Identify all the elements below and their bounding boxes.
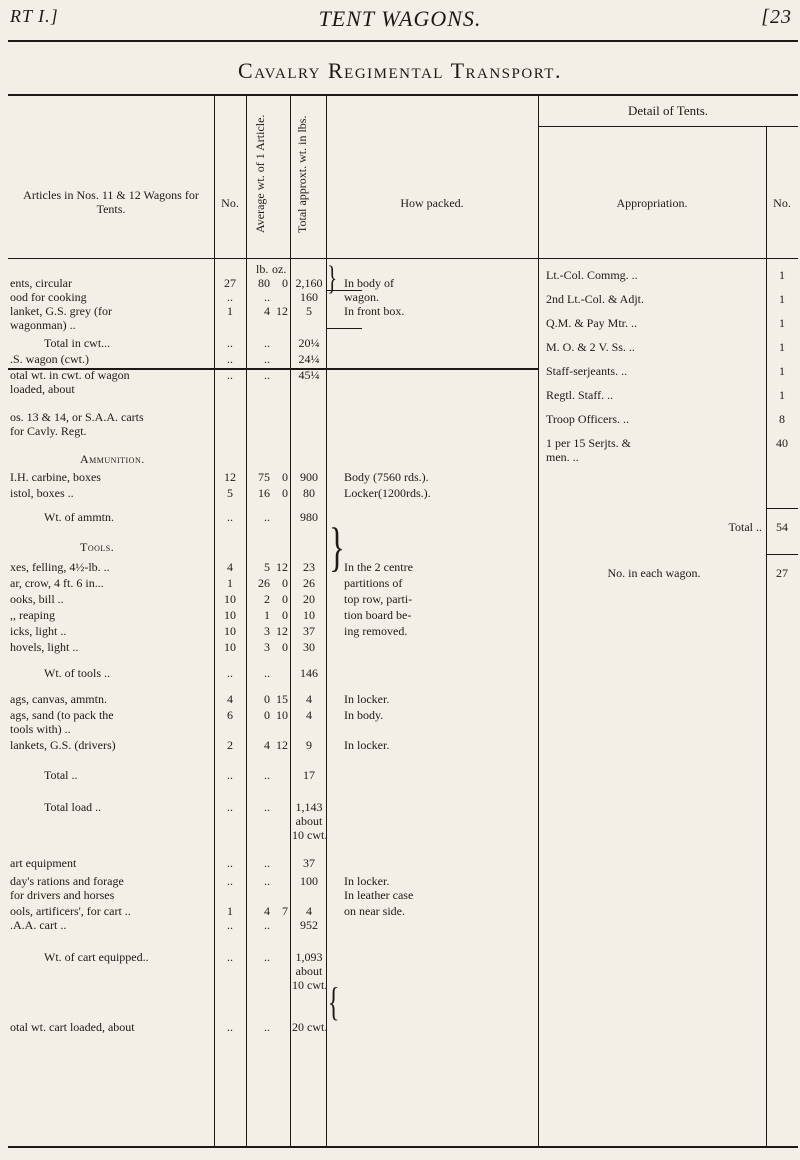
cell-total-lbs: 980 bbox=[300, 510, 318, 524]
tent-appropriation: men. .. bbox=[546, 450, 579, 464]
article-name: Tools. bbox=[80, 540, 115, 554]
header-tent-no: No. bbox=[773, 196, 791, 210]
article-name: ags, sand (to pack the bbox=[10, 708, 114, 722]
cell-how-packed: In front box. bbox=[344, 304, 405, 318]
cell-how-packed: In body of bbox=[344, 276, 394, 290]
cell-number: .. bbox=[227, 352, 233, 366]
cell-avg-lb: .. bbox=[264, 336, 270, 350]
cell-avg-oz: 0 bbox=[282, 576, 288, 590]
cell-total-lbs: 30 bbox=[303, 640, 315, 654]
col-rule bbox=[246, 96, 247, 1148]
cell-number: .. bbox=[227, 336, 233, 350]
article-name: ents, circular bbox=[10, 276, 72, 290]
cell-number: .. bbox=[227, 290, 233, 304]
cell-avg-lb: .. bbox=[264, 856, 270, 870]
cell-number: .. bbox=[227, 1020, 233, 1034]
unit-oz: oz. bbox=[272, 262, 287, 276]
subtotal-rule bbox=[766, 554, 798, 555]
cell-avg-lb: .. bbox=[264, 768, 270, 782]
cell-total-lbs: 160 bbox=[300, 290, 318, 304]
article-name: wagonman) .. bbox=[10, 318, 76, 332]
cell-avg-lb: .. bbox=[264, 368, 270, 382]
cell-avg-oz: 0 bbox=[282, 486, 288, 500]
tents-per-wagon-label: No. in each wagon. bbox=[607, 566, 701, 580]
cell-avg-lb: .. bbox=[264, 874, 270, 888]
cell-avg-oz: 0 bbox=[282, 470, 288, 484]
detail-separator bbox=[538, 258, 798, 259]
cell-total-lbs: 146 bbox=[300, 666, 318, 680]
article-name: I.H. carbine, boxes bbox=[10, 470, 101, 484]
cell-avg-lb: .. bbox=[264, 290, 270, 304]
cell-avg-lb: 26 bbox=[258, 576, 270, 590]
cell-total-lbs: 37 bbox=[303, 856, 315, 870]
tents-total-label: Total .. bbox=[728, 520, 762, 534]
cell-avg-lb: .. bbox=[264, 666, 270, 680]
cell-how-packed: Locker(1200rds.). bbox=[344, 486, 431, 500]
tent-appropriation: Troop Officers. .. bbox=[546, 412, 629, 426]
col-rule bbox=[214, 96, 215, 1148]
article-name: for drivers and horses bbox=[10, 888, 115, 902]
tent-appropriation: 1 per 15 Serjts. & bbox=[546, 436, 631, 450]
cell-how-packed: partitions of bbox=[344, 576, 403, 590]
cell-number: 5 bbox=[227, 486, 233, 500]
cell-avg-lb: 4 bbox=[264, 304, 270, 318]
subtotal-rule bbox=[326, 328, 362, 329]
cell-avg-lb: .. bbox=[264, 510, 270, 524]
col-rule bbox=[290, 96, 291, 1148]
cell-avg-lb: 0 bbox=[264, 692, 270, 706]
table-top-rule bbox=[8, 94, 798, 96]
cell-avg-lb: 2 bbox=[264, 592, 270, 606]
article-name: Wt. of ammtn. bbox=[44, 510, 114, 524]
cell-how-packed: wagon. bbox=[344, 290, 379, 304]
detail-separator bbox=[538, 126, 798, 127]
tent-count: 1 bbox=[779, 268, 785, 282]
tent-count: 1 bbox=[779, 292, 785, 306]
article-name: os. 13 & 14, or S.A.A. carts bbox=[10, 410, 144, 424]
cell-number: 27 bbox=[224, 276, 236, 290]
cell-how-packed: ing removed. bbox=[344, 624, 408, 638]
cell-number: .. bbox=[227, 666, 233, 680]
cell-how-packed: In locker. bbox=[344, 874, 390, 888]
cell-avg-lb: 80 bbox=[258, 276, 270, 290]
cell-number: .. bbox=[227, 368, 233, 382]
article-name: loaded, about bbox=[10, 382, 75, 396]
cell-total-lbs: 20 bbox=[303, 592, 315, 606]
cell-total-lbs: 80 bbox=[303, 486, 315, 500]
cell-how-packed: In the 2 centre bbox=[344, 560, 413, 574]
unit-lb: lb. bbox=[256, 262, 269, 276]
cell-number: 4 bbox=[227, 560, 233, 574]
cell-number: 12 bbox=[224, 470, 236, 484]
article-name: icks, light .. bbox=[10, 624, 67, 638]
header-average-weight: Average wt. of 1 Article. bbox=[253, 114, 267, 234]
article-name: Wt. of cart equipped.. bbox=[44, 950, 149, 964]
article-name: ar, crow, 4 ft. 6 in... bbox=[10, 576, 104, 590]
cell-avg-lb: 1 bbox=[264, 608, 270, 622]
cell-avg-lb: 4 bbox=[264, 904, 270, 918]
tent-count: 1 bbox=[779, 364, 785, 378]
brace-icon: } bbox=[329, 517, 345, 577]
header-articles: Articles in Nos. 11 & 12 Wagons for Tents. bbox=[23, 188, 199, 216]
cell-number: 10 bbox=[224, 640, 236, 654]
cell-avg-oz: 12 bbox=[276, 624, 288, 638]
header-appropriation: Appropriation. bbox=[616, 196, 688, 210]
header-separator bbox=[8, 258, 538, 259]
cell-number: 1 bbox=[227, 576, 233, 590]
article-name: ood for cooking bbox=[10, 290, 87, 304]
cell-how-packed: In body. bbox=[344, 708, 384, 722]
cell-number: 10 bbox=[224, 608, 236, 622]
cell-how-packed: In leather case bbox=[344, 888, 414, 902]
cell-number: 1 bbox=[227, 304, 233, 318]
cell-how-packed: In locker. bbox=[344, 692, 390, 706]
cell-total-lbs: 45¼ bbox=[298, 368, 320, 382]
tent-appropriation: Lt.-Col. Commg. .. bbox=[546, 268, 638, 282]
cell-how-packed: tion board be- bbox=[344, 608, 412, 622]
article-name: for Cavly. Regt. bbox=[10, 424, 87, 438]
cell-total-lbs: 23 bbox=[303, 560, 315, 574]
header-no: No. bbox=[221, 196, 239, 210]
article-name: otal wt. in cwt. of wagon bbox=[10, 368, 130, 382]
tent-count: 40 bbox=[776, 436, 788, 450]
cell-number: 6 bbox=[227, 708, 233, 722]
article-name: hovels, light .. bbox=[10, 640, 79, 654]
header-rule bbox=[8, 40, 798, 42]
article-name: Wt. of tools .. bbox=[44, 666, 110, 680]
tent-appropriation: M. O. & 2 V. Ss. .. bbox=[546, 340, 635, 354]
cell-avg-oz: 12 bbox=[276, 738, 288, 752]
article-name: Total in cwt... bbox=[44, 336, 111, 350]
cell-how-packed: In locker. bbox=[344, 738, 390, 752]
cell-number: .. bbox=[227, 918, 233, 932]
cell-total-lbs: about bbox=[295, 814, 323, 828]
article-name: .A.A. cart .. bbox=[10, 918, 67, 932]
cell-total-lbs: 9 bbox=[306, 738, 312, 752]
cell-number: .. bbox=[227, 800, 233, 814]
tent-count: 8 bbox=[779, 412, 785, 426]
cell-total-lbs: 26 bbox=[303, 576, 315, 590]
tent-appropriation: 2nd Lt.-Col. & Adjt. bbox=[546, 292, 645, 306]
cell-how-packed: on near side. bbox=[344, 904, 405, 918]
article-name: Ammunition. bbox=[80, 452, 145, 466]
brace-icon: { bbox=[327, 979, 340, 1024]
article-name: day's rations and forage bbox=[10, 874, 124, 888]
cell-number: 10 bbox=[224, 592, 236, 606]
cell-number: .. bbox=[227, 874, 233, 888]
cell-total-lbs: 1,143 bbox=[295, 800, 323, 814]
article-name: istol, boxes .. bbox=[10, 486, 74, 500]
tent-appropriation: Regtl. Staff. .. bbox=[546, 388, 614, 402]
tent-count: 1 bbox=[779, 388, 785, 402]
cell-total-lbs: 4 bbox=[306, 904, 312, 918]
cell-avg-lb: .. bbox=[264, 1020, 270, 1034]
article-name: lanket, G.S. grey (for bbox=[10, 304, 112, 318]
cell-total-lbs: 5 bbox=[306, 304, 312, 318]
cell-number: 10 bbox=[224, 624, 236, 638]
cell-avg-lb: 16 bbox=[258, 486, 270, 500]
cell-avg-oz: 0 bbox=[282, 276, 288, 290]
cell-avg-lb: .. bbox=[264, 800, 270, 814]
cell-total-lbs: 900 bbox=[300, 470, 318, 484]
cell-avg-lb: 5 bbox=[264, 560, 270, 574]
cell-number: .. bbox=[227, 950, 233, 964]
tent-count: 1 bbox=[779, 340, 785, 354]
cell-total-lbs: 10 cwt. bbox=[292, 828, 328, 842]
cell-number: .. bbox=[227, 768, 233, 782]
article-name: ools, artificers', for cart .. bbox=[10, 904, 131, 918]
cell-total-lbs: 37 bbox=[303, 624, 315, 638]
cell-avg-lb: .. bbox=[264, 950, 270, 964]
cell-avg-lb: 3 bbox=[264, 640, 270, 654]
cell-avg-lb: 4 bbox=[264, 738, 270, 752]
article-name: ags, canvas, ammtn. bbox=[10, 692, 107, 706]
col-rule bbox=[538, 96, 539, 1148]
table-bottom-rule bbox=[8, 1146, 798, 1148]
header-how-packed: How packed. bbox=[400, 196, 464, 210]
cell-avg-oz: 12 bbox=[276, 304, 288, 318]
cell-total-lbs: 952 bbox=[300, 918, 318, 932]
article-name: tools with) .. bbox=[10, 722, 71, 736]
article-name: otal wt. cart loaded, about bbox=[10, 1020, 135, 1034]
article-name: ooks, bill .. bbox=[10, 592, 64, 606]
tents-total-count: 54 bbox=[776, 520, 788, 534]
article-name: .S. wagon (cwt.) bbox=[10, 352, 89, 366]
article-name: Total .. bbox=[44, 768, 78, 782]
cell-total-lbs: 4 bbox=[306, 708, 312, 722]
running-head-left: RT I.] bbox=[10, 6, 59, 26]
cell-total-lbs: 2,160 bbox=[295, 276, 323, 290]
cell-avg-lb: 0 bbox=[264, 708, 270, 722]
header-total-weight: Total approxt. wt. in lbs. bbox=[295, 115, 309, 233]
cell-number: 1 bbox=[227, 904, 233, 918]
cell-how-packed: top row, parti- bbox=[344, 592, 413, 606]
article-name: xes, felling, 4½-lb. .. bbox=[10, 560, 110, 574]
article-name: Total load .. bbox=[44, 800, 102, 814]
tent-count: 1 bbox=[779, 316, 785, 330]
table-title: Cavalry Regimental Transport. bbox=[238, 58, 562, 83]
article-name: lankets, G.S. (drivers) bbox=[10, 738, 116, 752]
cell-number: .. bbox=[227, 510, 233, 524]
cell-avg-oz: 10 bbox=[276, 708, 288, 722]
cell-total-lbs: 10 cwt. bbox=[292, 978, 328, 992]
tent-appropriation: Staff-serjeants. .. bbox=[546, 364, 628, 378]
brace-icon: } bbox=[327, 260, 338, 297]
cell-total-lbs: 24¼ bbox=[298, 352, 320, 366]
tents-per-wagon-count: 27 bbox=[776, 566, 788, 580]
tent-appropriation: Q.M. & Pay Mtr. .. bbox=[546, 316, 638, 330]
cell-number: 2 bbox=[227, 738, 233, 752]
cell-avg-lb: .. bbox=[264, 918, 270, 932]
cell-avg-oz: 7 bbox=[282, 904, 288, 918]
cell-avg-oz: 0 bbox=[282, 608, 288, 622]
subtotal-rule bbox=[766, 508, 798, 509]
cell-number: 4 bbox=[227, 692, 233, 706]
cell-total-lbs: about bbox=[295, 964, 323, 978]
cell-total-lbs: 10 bbox=[303, 608, 315, 622]
header-detail-of-tents: Detail of Tents. bbox=[627, 103, 709, 118]
cell-total-lbs: 100 bbox=[300, 874, 318, 888]
page-number: [23 bbox=[761, 6, 792, 28]
cell-how-packed: Body (7560 rds.). bbox=[344, 470, 429, 484]
cell-avg-lb: 75 bbox=[258, 470, 270, 484]
article-name: ,, reaping bbox=[10, 608, 55, 622]
cell-number: .. bbox=[227, 856, 233, 870]
cell-total-lbs: 17 bbox=[303, 768, 315, 782]
cell-avg-oz: 0 bbox=[282, 592, 288, 606]
cell-total-lbs: 20¼ bbox=[298, 336, 320, 350]
cell-avg-lb: .. bbox=[264, 352, 270, 366]
article-name: art equipment bbox=[10, 856, 77, 870]
cell-avg-oz: 15 bbox=[276, 692, 288, 706]
cell-total-lbs: 20 cwt. bbox=[292, 1020, 328, 1034]
cell-avg-lb: 3 bbox=[264, 624, 270, 638]
cell-avg-oz: 0 bbox=[282, 640, 288, 654]
cell-avg-oz: 12 bbox=[276, 560, 288, 574]
cell-total-lbs: 1,093 bbox=[295, 950, 323, 964]
cell-total-lbs: 4 bbox=[306, 692, 312, 706]
running-head-title: TENT WAGONS. bbox=[318, 6, 482, 31]
